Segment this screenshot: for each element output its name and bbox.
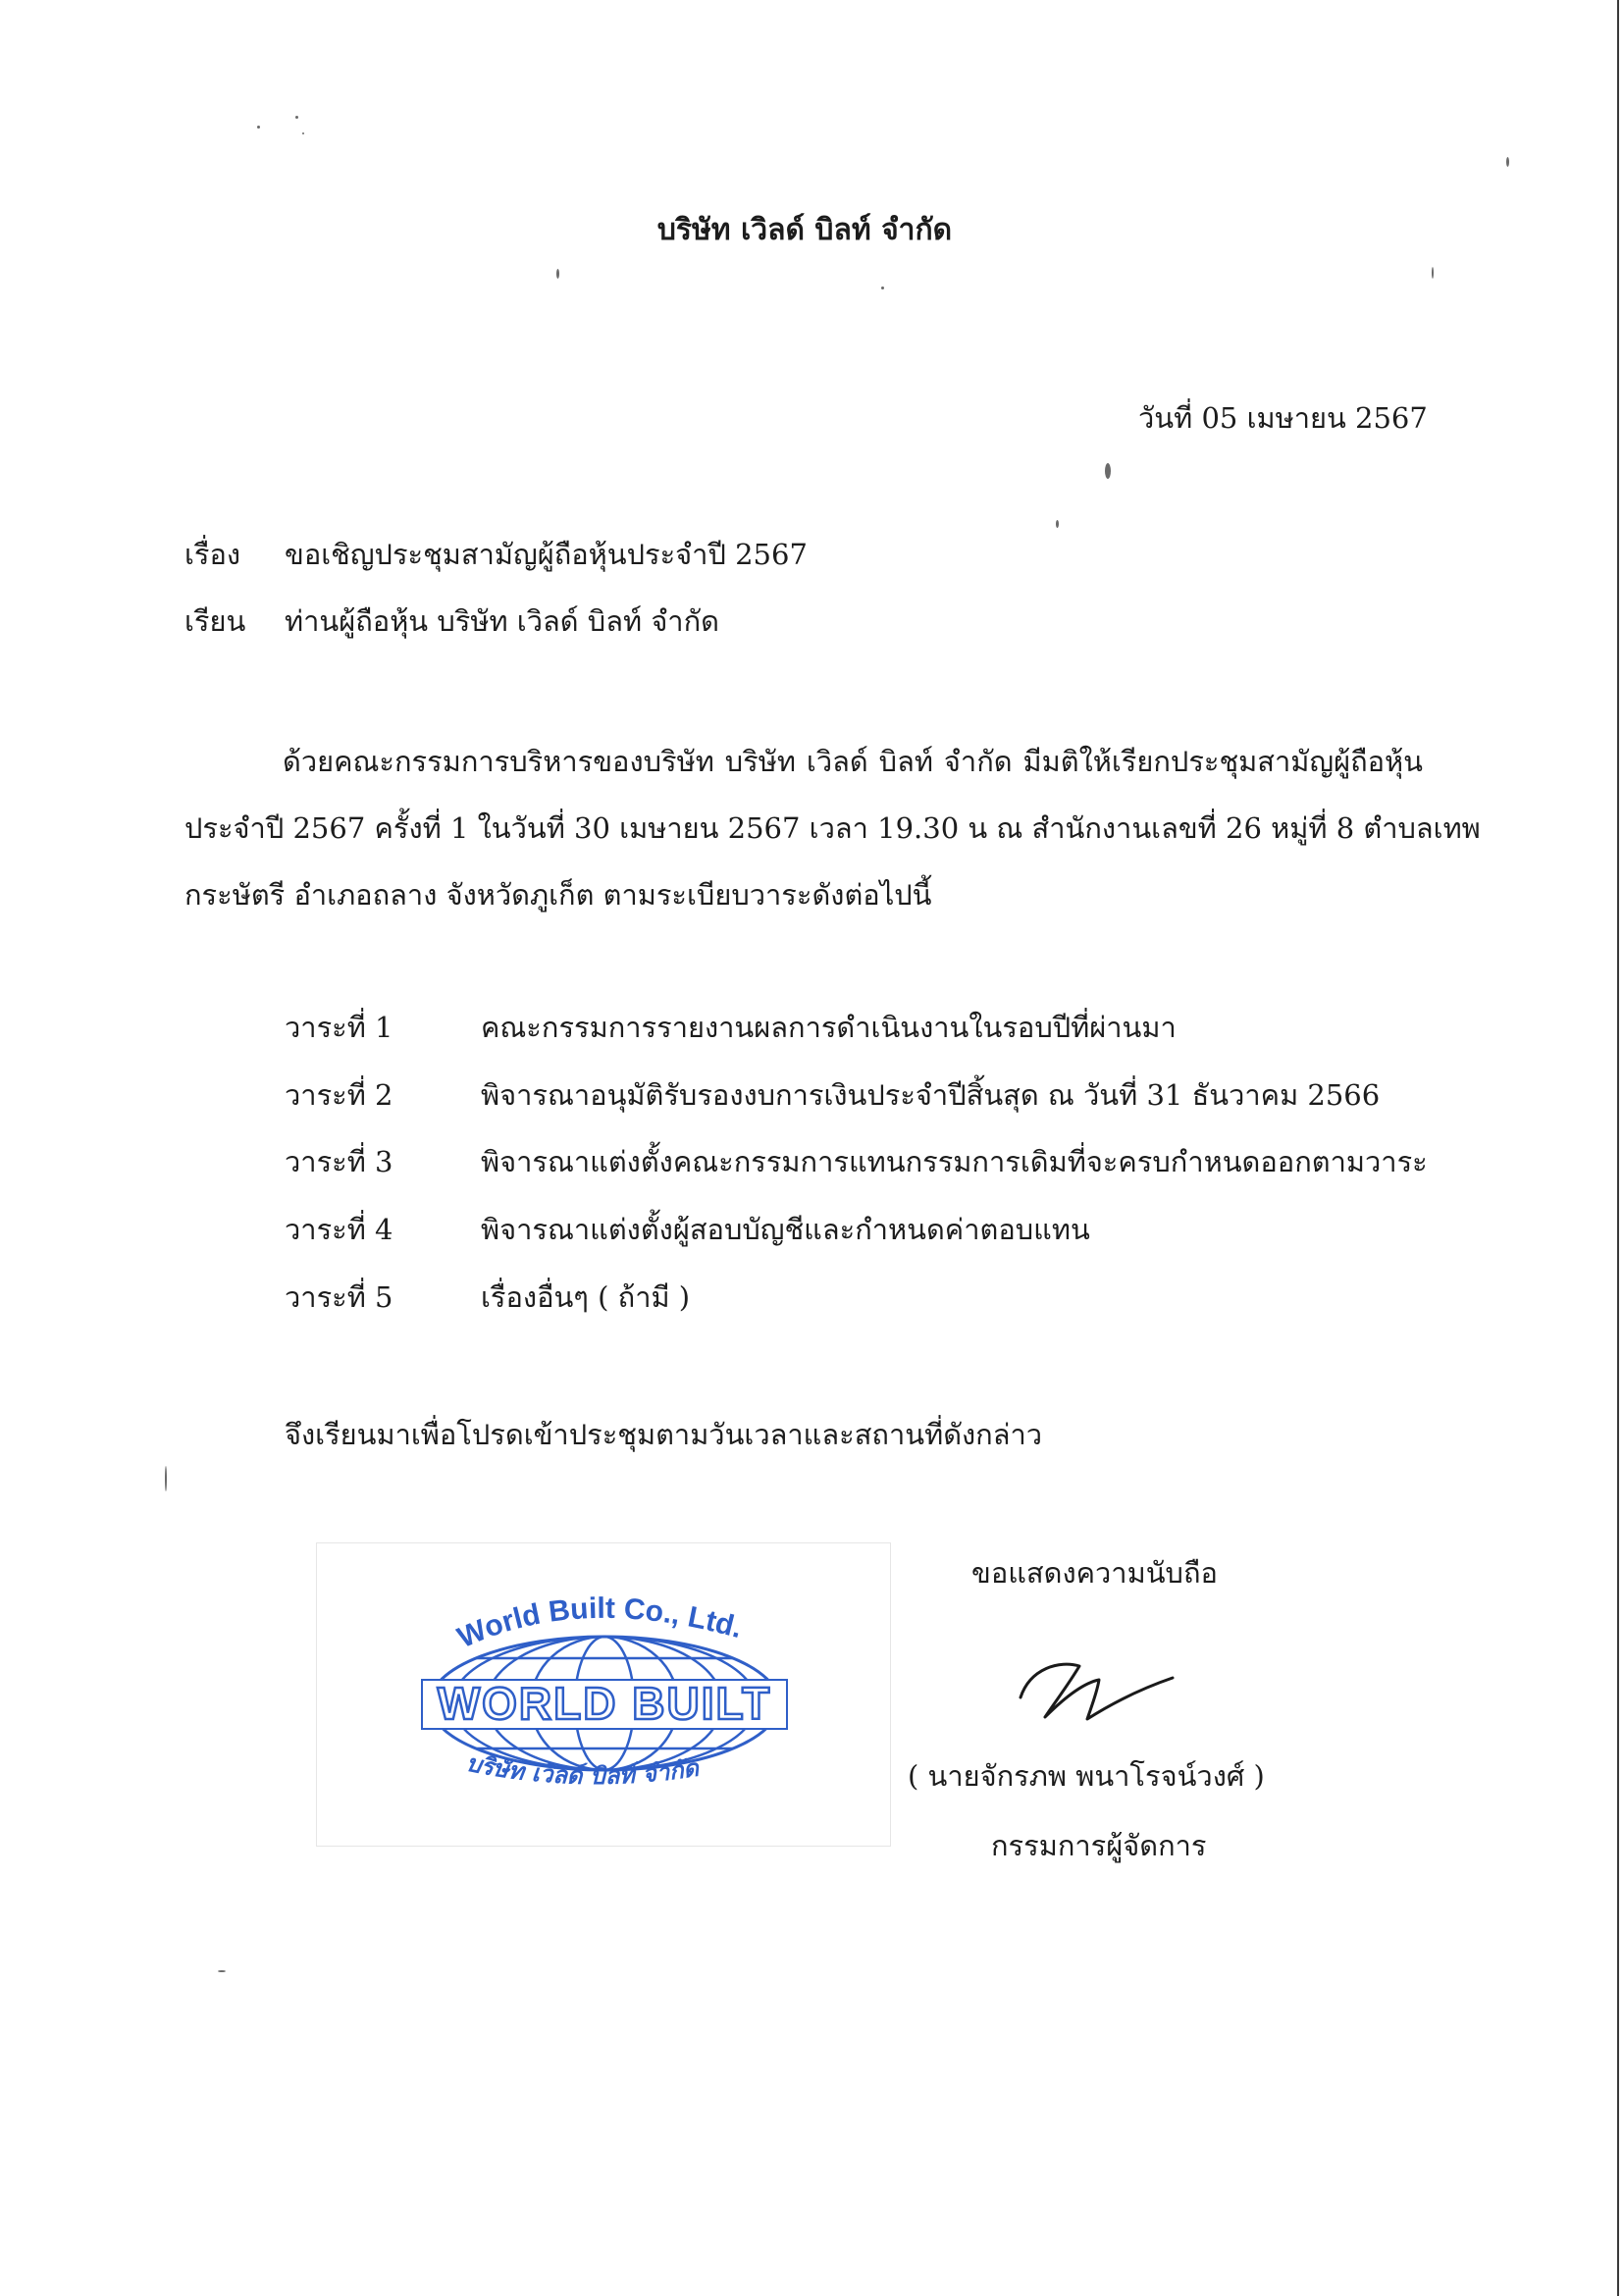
agenda-label: วาระที่ 5 xyxy=(285,1280,393,1314)
body-line: ด้วยคณะกรรมการบริหารของบริษัท บริษัท เวิลด์ บิลท์ จำกัด มีมติให้เรียกประชุมสามัญผู้ถือหุ้น xyxy=(283,745,1423,778)
body-paragraph xyxy=(184,728,1481,928)
agenda-item: เรื่องอื่นๆ ( ถ้ามี ) xyxy=(481,1280,691,1314)
company-stamp xyxy=(316,1542,891,1847)
signer-title: กรรมการผู้จัดการ xyxy=(991,1829,1207,1862)
body-line: กระษัตรี อำเภอถลาง จังหวัดภูเก็ต ตามระเบียบวาระดังต่อไปนี้ xyxy=(184,878,932,912)
agenda-label: วาระที่ 3 xyxy=(285,1145,393,1178)
agenda-label: วาระที่ 4 xyxy=(285,1213,393,1246)
agenda-item: พิจารณาแต่งตั้งคณะกรรมการแทนกรรมการเดิมที่จะครบกำหนดออกตามวาระ xyxy=(481,1145,1428,1178)
agenda-item: คณะกรรมการรายงานผลการดำเนินงานในรอบปีที่ผ่านมา xyxy=(481,1011,1177,1044)
signature-image xyxy=(1001,1629,1197,1737)
signer-name: ( นายจักรภพ พนาโรจน์วงศ์ ) xyxy=(908,1759,1265,1793)
stamp-bottom-text: บริษัท เวิลด์ บิลท์ จำกัด xyxy=(463,1748,701,1791)
regards-text: ขอแสดงความนับถือ xyxy=(971,1556,1218,1590)
svg-text:World Built Co., Ltd. xyxy=(453,1592,746,1654)
agenda-label: วาระที่ 1 xyxy=(285,1011,393,1044)
agenda-item: พิจารณาแต่งตั้งผู้สอบบัญชีและกำหนดค่าตอบแทน xyxy=(481,1213,1090,1246)
agenda-item: พิจารณาอนุมัติรับรองงบการเงินประจำปีสิ้นสุด ณ วันที่ 31 ธันวาคม 2566 xyxy=(481,1078,1381,1112)
addressee-label: เรียน xyxy=(184,604,246,638)
stamp-arc-text: World Built Co., Ltd. xyxy=(452,1592,746,1655)
scan-speck xyxy=(165,1466,167,1491)
letter-date: วันที่ 05 เมษายน 2567 xyxy=(1138,401,1428,435)
scan-speck xyxy=(1105,463,1111,479)
agenda-label: วาระที่ 2 xyxy=(285,1078,393,1112)
scan-speck xyxy=(881,287,884,289)
subject-label: เรื่อง xyxy=(184,538,241,571)
company-title: บริษัท เวิลด์ บิลท์ จำกัด xyxy=(656,213,953,247)
scan-speck xyxy=(257,126,260,129)
scan-speck xyxy=(302,132,304,134)
scan-edge xyxy=(1617,0,1619,2296)
scan-speck xyxy=(218,1970,226,1972)
body-line: ประจำปี 2567 ครั้งที่ 1 ในวันที่ 30 เมษายน 2567 เวลา 19.30 น ณ สำนักงานเลขที่ 26 หมู่ที่ 8 ตำบลเทพ xyxy=(184,811,1481,845)
scan-speck xyxy=(295,116,298,119)
scan-speck xyxy=(1056,520,1059,528)
scan-speck xyxy=(1506,157,1509,167)
svg-text:บริษัท เวิลด์ บิลท์ จำกัด xyxy=(464,1748,702,1790)
scan-speck xyxy=(556,269,559,279)
stamp-center-text: WORLD BUILT xyxy=(437,1678,772,1729)
subject-text: ขอเชิญประชุมสามัญผู้ถือหุ้นประจำปี 2567 xyxy=(285,538,808,571)
scan-speck xyxy=(1432,267,1434,279)
addressee-text: ท่านผู้ถือหุ้น บริษัท เวิลด์ บิลท์ จำกัด xyxy=(285,604,719,638)
world-globe-logo xyxy=(316,1542,891,1847)
closing-sentence: จึงเรียนมาเพื่อโปรดเข้าประชุมตามวันเวลาและสถานที่ดังกล่าว xyxy=(285,1418,1043,1451)
